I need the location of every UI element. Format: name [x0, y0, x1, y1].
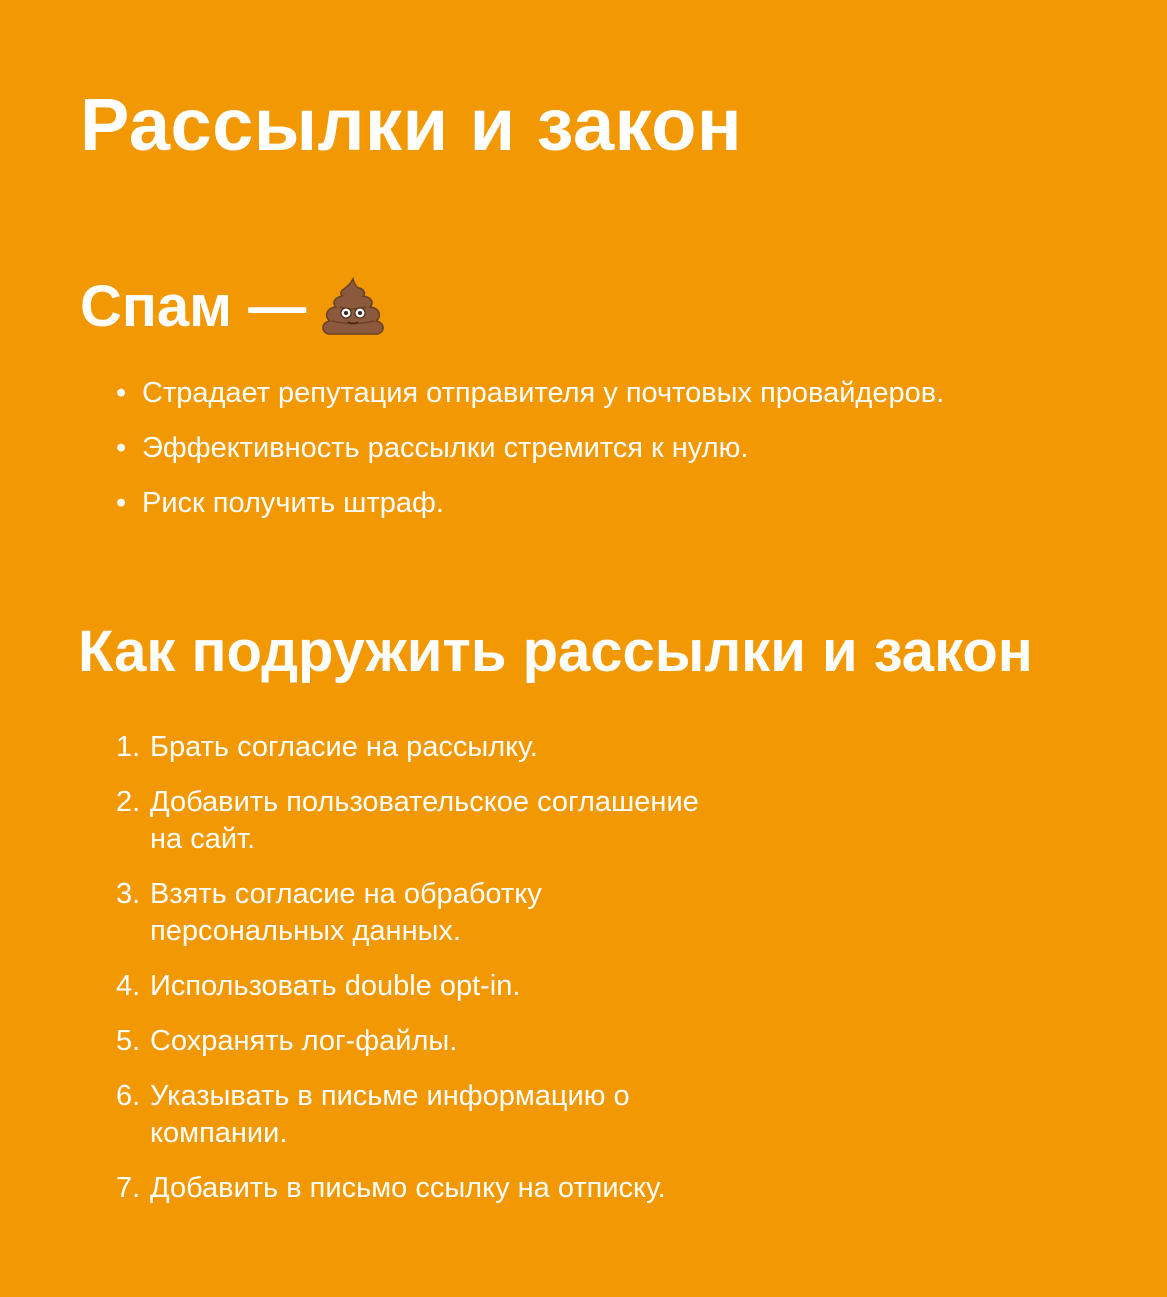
- step-number: 3.: [116, 878, 141, 910]
- spam-heading: [80, 275, 386, 339]
- list-item-text: Страдает репутация отправителя у почтовых провайдеров.: [142, 377, 945, 409]
- step-text: Использовать double opt-in.: [150, 970, 521, 1002]
- list-item-text: Эффективность рассылки стремится к нулю.: [142, 432, 749, 464]
- pile-of-poo-icon: [320, 277, 386, 337]
- step-item: [116, 729, 716, 766]
- steps-list: [116, 729, 716, 1225]
- step-text: Взять согласие на обработку персональных данных.: [150, 878, 542, 947]
- step-item: [116, 1170, 716, 1207]
- step-number: 7.: [116, 1172, 141, 1204]
- list-item: [116, 373, 944, 413]
- bullet-dot: •: [116, 377, 127, 409]
- step-text: Сохранять лог-файлы.: [150, 1025, 458, 1057]
- step-item: [116, 1023, 716, 1060]
- step-item: [116, 876, 716, 950]
- step-text: Добавить в письмо ссылку на отписку.: [150, 1172, 666, 1204]
- page-title: Рассылки и закон: [80, 83, 743, 166]
- step-number: 2.: [116, 786, 141, 818]
- step-number: 5.: [116, 1025, 141, 1057]
- step-number: 6.: [116, 1080, 141, 1112]
- step-text: Брать согласие на рассылку.: [150, 731, 538, 763]
- list-item: [116, 483, 944, 523]
- step-text: Добавить пользовательское соглашение на сайт.: [150, 786, 699, 855]
- bullet-dot: •: [116, 432, 127, 464]
- list-item: [116, 428, 944, 468]
- bullet-dot: •: [116, 487, 127, 519]
- step-text: Указывать в письме информацию о компании.: [150, 1080, 630, 1149]
- how-heading: Как подружить рассылки и закон: [78, 619, 1033, 684]
- step-item: [116, 968, 716, 1005]
- step-item: [116, 784, 716, 858]
- step-item: [116, 1078, 716, 1152]
- step-number: 4.: [116, 970, 141, 1002]
- step-number: 1.: [116, 731, 141, 763]
- spam-heading-text: Спам —: [80, 274, 307, 339]
- spam-consequences-list: [116, 373, 944, 538]
- list-item-text: Риск получить штраф.: [142, 487, 444, 519]
